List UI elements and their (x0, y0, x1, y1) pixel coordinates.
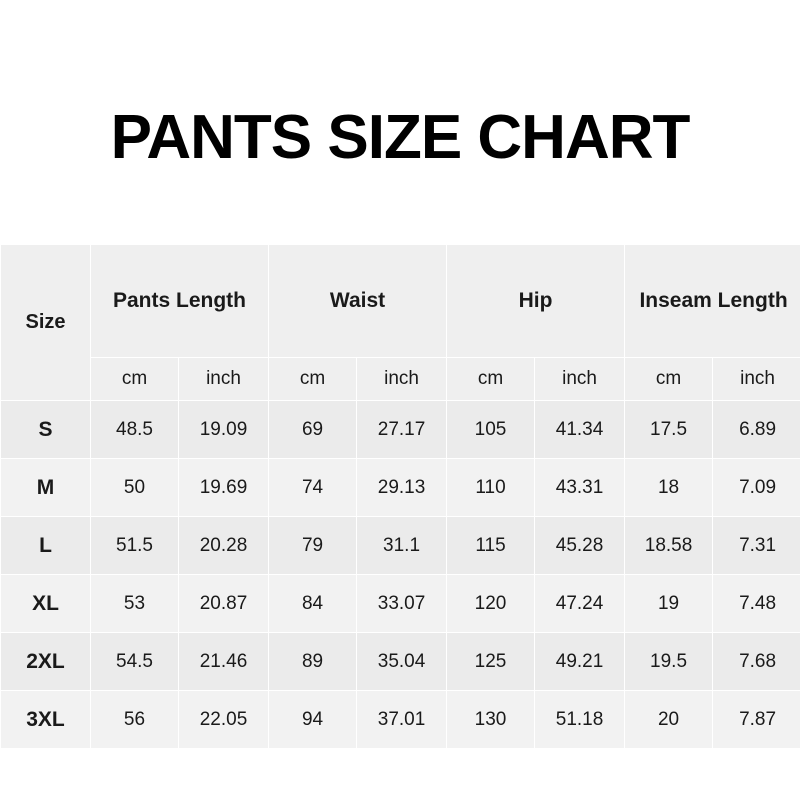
cell-pants-length-inch: 22.05 (179, 691, 269, 749)
cell-hip-inch: 49.21 (535, 633, 625, 691)
column-header-size: Size (1, 245, 91, 401)
cell-inseam-inch: 7.87 (713, 691, 800, 749)
table-row (1, 401, 800, 459)
cell-waist-cm: 94 (269, 691, 357, 749)
cell-inseam-inch: 7.68 (713, 633, 800, 691)
unit-header-waist-cm: cm (269, 358, 357, 401)
cell-pants-length-cm: 51.5 (91, 517, 179, 575)
cell-hip-inch: 47.24 (535, 575, 625, 633)
cell-hip-inch: 43.31 (535, 459, 625, 517)
cell-pants-length-inch: 20.28 (179, 517, 269, 575)
cell-waist-inch: 35.04 (357, 633, 447, 691)
cell-pants-length-cm: 56 (91, 691, 179, 749)
cell-pants-length-inch: 19.69 (179, 459, 269, 517)
size-chart-table (0, 244, 800, 749)
size-chart-table-container (0, 244, 800, 749)
cell-hip-cm: 125 (447, 633, 535, 691)
cell-inseam-inch: 7.31 (713, 517, 800, 575)
column-header-hip: Hip (447, 245, 625, 358)
cell-pants-length-inch: 21.46 (179, 633, 269, 691)
cell-waist-inch: 31.1 (357, 517, 447, 575)
table-row (1, 691, 800, 749)
cell-waist-cm: 84 (269, 575, 357, 633)
cell-waist-cm: 79 (269, 517, 357, 575)
cell-size: S (1, 401, 91, 459)
cell-inseam-cm: 18.58 (625, 517, 713, 575)
unit-header-pants-length-inch: inch (179, 358, 269, 401)
cell-pants-length-cm: 50 (91, 459, 179, 517)
cell-waist-cm: 69 (269, 401, 357, 459)
cell-pants-length-cm: 54.5 (91, 633, 179, 691)
cell-inseam-inch: 6.89 (713, 401, 800, 459)
cell-hip-cm: 130 (447, 691, 535, 749)
unit-header-hip-inch: inch (535, 358, 625, 401)
unit-header-waist-inch: inch (357, 358, 447, 401)
cell-inseam-inch: 7.48 (713, 575, 800, 633)
unit-header-hip-cm: cm (447, 358, 535, 401)
cell-size: L (1, 517, 91, 575)
column-header-inseam-length: Inseam Length (625, 245, 800, 358)
cell-hip-cm: 110 (447, 459, 535, 517)
cell-inseam-cm: 18 (625, 459, 713, 517)
cell-inseam-cm: 20 (625, 691, 713, 749)
cell-inseam-cm: 17.5 (625, 401, 713, 459)
unit-header-pants-length-cm: cm (91, 358, 179, 401)
cell-waist-inch: 29.13 (357, 459, 447, 517)
cell-pants-length-cm: 53 (91, 575, 179, 633)
cell-hip-inch: 45.28 (535, 517, 625, 575)
column-header-waist: Waist (269, 245, 447, 358)
unit-header-inseam-cm: cm (625, 358, 713, 401)
table-header-group-row (1, 245, 800, 358)
cell-pants-length-cm: 48.5 (91, 401, 179, 459)
table-row (1, 575, 800, 633)
cell-size: M (1, 459, 91, 517)
table-row (1, 517, 800, 575)
unit-header-inseam-inch: inch (713, 358, 800, 401)
chart-title-container (0, 92, 800, 184)
cell-size: XL (1, 575, 91, 633)
cell-hip-cm: 120 (447, 575, 535, 633)
cell-inseam-inch: 7.09 (713, 459, 800, 517)
cell-waist-cm: 89 (269, 633, 357, 691)
cell-hip-inch: 51.18 (535, 691, 625, 749)
cell-hip-cm: 105 (447, 401, 535, 459)
cell-pants-length-inch: 19.09 (179, 401, 269, 459)
table-header-unit-row (1, 358, 800, 401)
column-header-pants-length: Pants Length (91, 245, 269, 358)
cell-hip-cm: 115 (447, 517, 535, 575)
page-title: PANTS SIZE CHART (110, 103, 690, 172)
cell-inseam-cm: 19.5 (625, 633, 713, 691)
cell-pants-length-inch: 20.87 (179, 575, 269, 633)
cell-waist-inch: 27.17 (357, 401, 447, 459)
cell-waist-cm: 74 (269, 459, 357, 517)
cell-size: 2XL (1, 633, 91, 691)
cell-waist-inch: 33.07 (357, 575, 447, 633)
cell-waist-inch: 37.01 (357, 691, 447, 749)
cell-size: 3XL (1, 691, 91, 749)
cell-inseam-cm: 19 (625, 575, 713, 633)
table-row (1, 459, 800, 517)
table-row (1, 633, 800, 691)
cell-hip-inch: 41.34 (535, 401, 625, 459)
